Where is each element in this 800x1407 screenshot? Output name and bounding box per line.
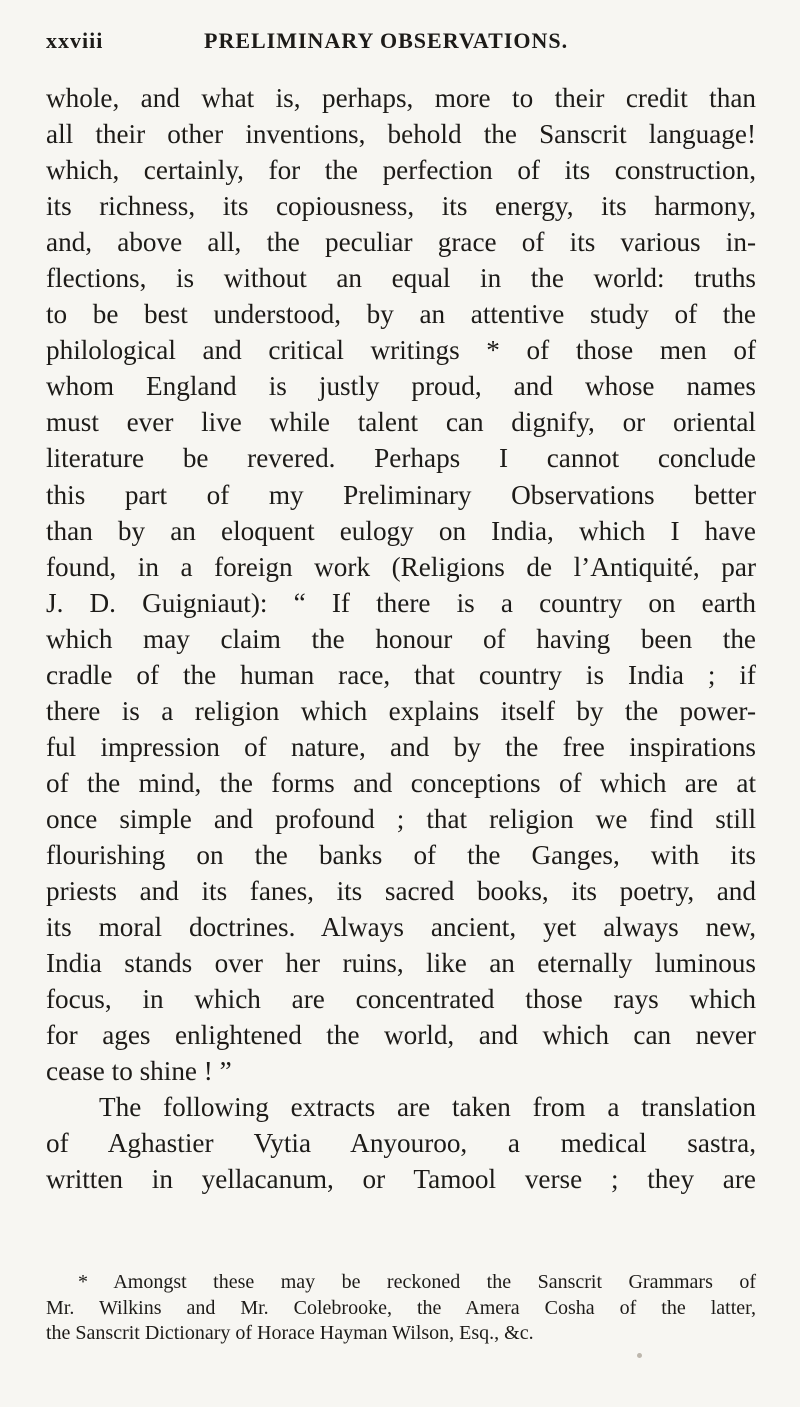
text-line: of Aghastier Vytia Anyouroo, a medical sastra, (46, 1128, 756, 1159)
text-line: there is a religion which explains itself by the power- (46, 695, 756, 726)
text-line: its richness, its copiousness, its energy, its harmony, (46, 191, 756, 222)
main-text (46, 80, 756, 1197)
footnote-line: * Amongst these may be reckoned the Sanscrit Grammars of (78, 1271, 756, 1293)
page-number: xxviii (46, 28, 104, 53)
text-line: focus, in which are concentrated those rays which (46, 984, 756, 1015)
page-header (46, 28, 756, 60)
text-line: The following extracts are taken from a translation (99, 1092, 756, 1123)
text-line: once simple and profound ; that religion we find still (46, 803, 756, 834)
text-line: literature be revered. Perhaps I cannot conclude (46, 443, 756, 474)
text-line: whom England is justly proud, and whose names (46, 371, 756, 402)
text-line: which may claim the honour of having been the (46, 623, 756, 654)
footnote-line: Mr. Wilkins and Mr. Colebrooke, the Amera Cosha of the latter, (46, 1296, 756, 1319)
text-line: and, above all, the peculiar grace of its various in- (46, 227, 756, 258)
text-line: all their other inventions, behold the Sanscrit language! (46, 119, 756, 150)
text-line: whole, and what is, perhaps, more to their credit than (46, 83, 756, 113)
running-title: PRELIMINARY OBSERVATIONS. (204, 28, 569, 53)
text-line: for ages enlightened the world, and which can never (46, 1020, 756, 1051)
text-line: cease to shine ! ” (46, 1056, 232, 1087)
text-line: of the mind, the forms and conceptions of which are at (46, 767, 756, 798)
text-line: its moral doctrines. Always ancient, yet always new, (46, 912, 756, 943)
footnote-line: the Sanscrit Dictionary of Horace Hayman Wilson, Esq., &c. (46, 1322, 534, 1344)
text-line: which, certainly, for the perfection of its construction, (46, 155, 756, 186)
text-line: J. D. Guigniaut): “ If there is a country on earth (46, 587, 756, 618)
text-line: must ever live while talent can dignify, or oriental (46, 407, 756, 438)
text-line: priests and its fanes, its sacred books, its poetry, and (46, 876, 756, 907)
text-line: than by an eloquent eulogy on India, which I have (46, 515, 756, 546)
text-line: philological and critical writings * of those men of (46, 335, 756, 366)
text-line: cradle of the human race, that country is India ; if (46, 659, 756, 690)
text-line: found, in a foreign work (Religions de l’Antiquité, par (46, 551, 756, 582)
text-line: flourishing on the banks of the Ganges, with its (46, 839, 756, 870)
text-line: India stands over her ruins, like an eternally luminous (46, 948, 756, 979)
text-line: to be best understood, by an attentive study of the (46, 299, 756, 330)
text-line: written in yellacanum, or Tamool verse ; they are (46, 1164, 756, 1195)
text-line: ful impression of nature, and by the free inspirations (46, 731, 756, 762)
text-line: flections, is without an equal in the world: truths (46, 263, 756, 294)
paper-speck (637, 1353, 642, 1358)
footnote (46, 1270, 756, 1347)
text-line: this part of my Preliminary Observations better (46, 479, 756, 510)
